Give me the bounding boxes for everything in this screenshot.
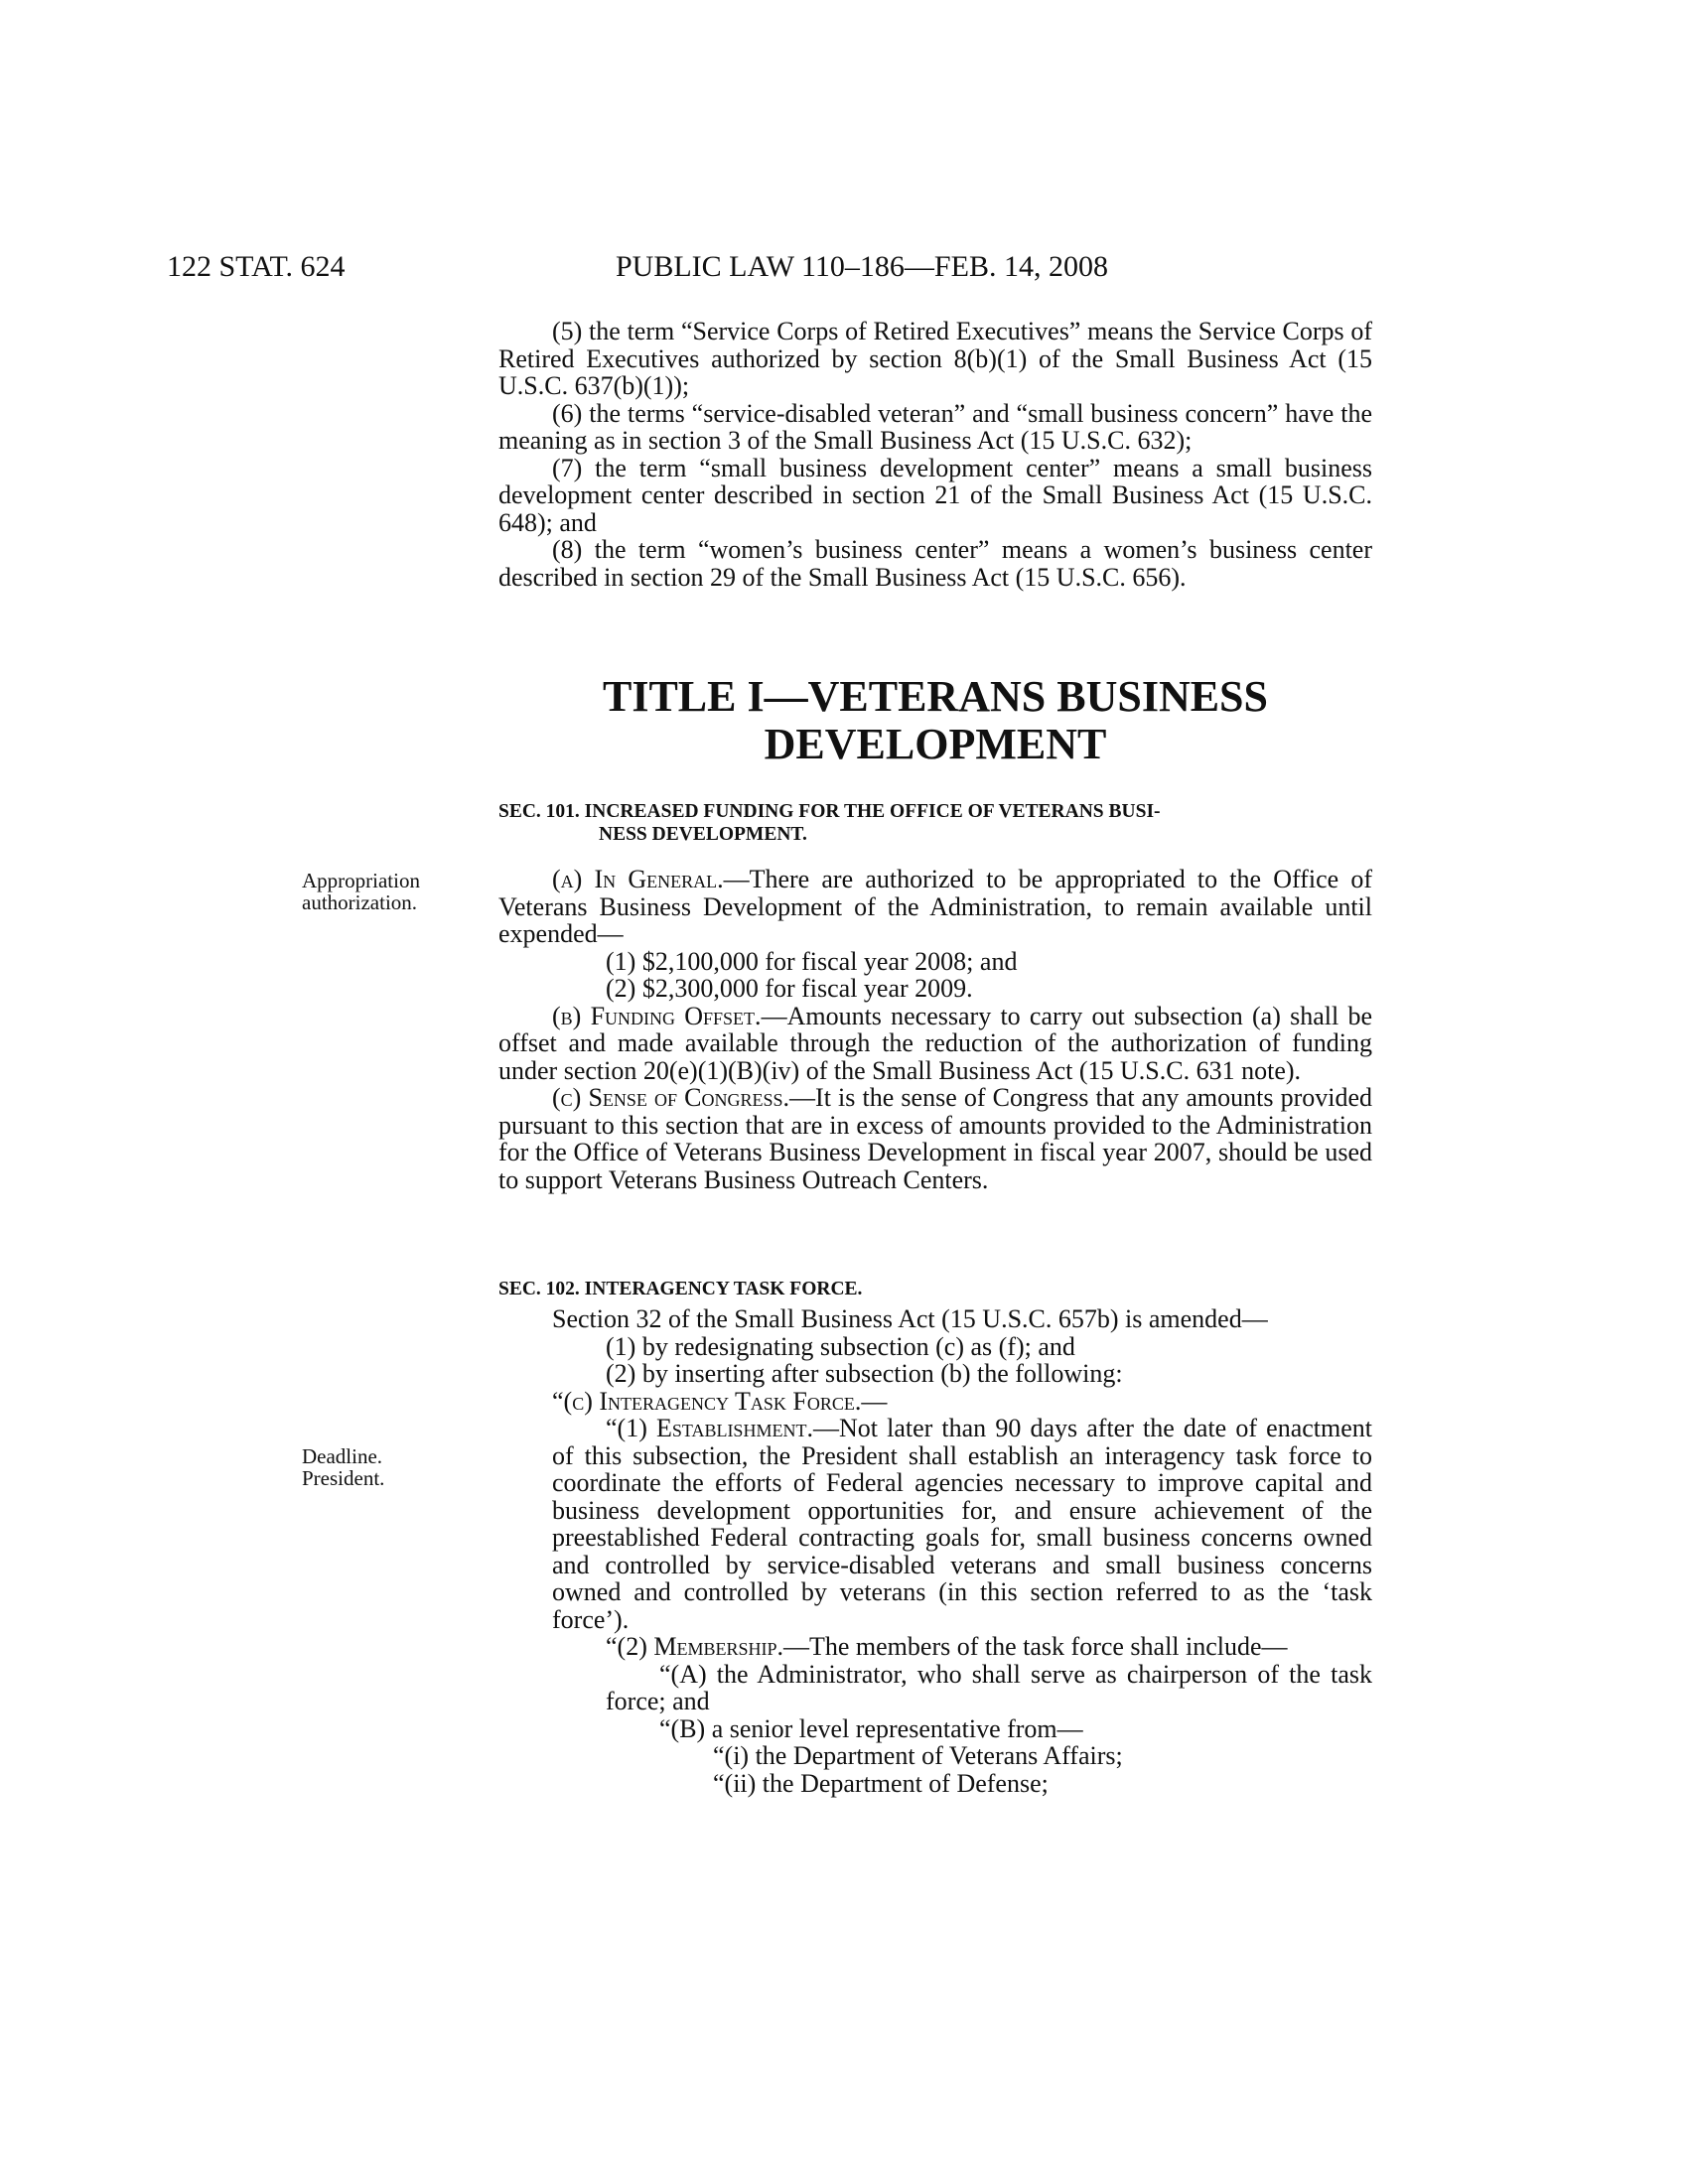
subsection-c-label: (c) Sense of Congress. (552, 1083, 790, 1112)
margin-note-appropriation: Appropriation authorization. (302, 869, 420, 914)
subsection-c-text: —It is the sense of Congress that any amounts provided pursuant to this section that are in excess of amounts provided to the Administration for the Office of Veterans Business Development in fiscal year 2007, should be used to support Veterans Business Outreach Centers. (498, 1083, 1372, 1194)
page-reference: 122 STAT. 624 (167, 250, 346, 283)
subsection-c-heading: “(c) Interagency Task Force.— (552, 1386, 888, 1416)
sec-102-item-2: (2) by inserting after subsection (b) the following: (606, 1359, 1123, 1388)
paragraph-establishment (498, 1415, 1372, 1633)
title-line-1: TITLE I—VETERANS BUSINESS (602, 672, 1269, 721)
establishment-text: —Not later than 90 days after the date of enactment of this subsection, the President shall establish an interagency task force to coordinate the efforts of Federal agencies necessary to improve capital and business development opportunities for, and ensure achievement of the preestablished Federal contracting goals for, small business concerns owned and controlled by service-disabled veterans and small business concerns owned and controlled by veterans (in this section referred to as the ‘task force’). (552, 1414, 1372, 1634)
definition-7: (7) the term “small business development center” means a small business development center described in section 21 of the Small Business Act (15 U.S.C. 648); and (498, 453, 1372, 537)
subsection-a-label: (a) In General. (552, 865, 724, 893)
margin-note-deadline: Deadline. President. (302, 1444, 385, 1490)
subsection-b (498, 1003, 1372, 1085)
title-heading (498, 673, 1372, 768)
sec-102-intro: Section 32 of the Small Business Act (15 U.S.C. 657b) is amended— (552, 1304, 1268, 1333)
sec-101-body (498, 866, 1372, 1193)
subsection-a-text: —There are authorized to be appropriated to the Office of Veterans Business Development of the Administration, to remain available until expended— (498, 865, 1372, 948)
definitions-block (498, 318, 1372, 591)
membership-text: —The members of the task force shall include— (783, 1632, 1288, 1661)
definition-6: (6) the terms “service-disabled veteran” and “small business concern” have the meaning as in section 3 of the Small Business Act (15 U.S.C. 632); (498, 398, 1372, 455)
sec-101-heading (498, 800, 1372, 846)
definition-8: (8) the term “women’s business center” means a women’s business center described in section 29 of the Small Business Act (15 U.S.C. 656). (498, 535, 1372, 592)
membership-A: “(A) the Administrator, who shall serve as chairperson of the task force; and (606, 1659, 1372, 1715)
sec-101-heading-line-2: NESS DEVELOPMENT. (599, 824, 807, 845)
subsection-b-text: —Amounts necessary to carry out subsection (a) shall be offset and made available through the reduction of the authorization of funding under section 20(e)(1)(B)(iv) of the Small Business Act (15 U.S.C. 631 note). (498, 1001, 1372, 1085)
establishment-label: “(1) Establishment. (606, 1414, 813, 1442)
sec-102-heading: SEC. 102. INTERAGENCY TASK FORCE. (498, 1279, 863, 1299)
membership-label: “(2) Membership. (606, 1632, 783, 1661)
sec-102-body (498, 1305, 1372, 1797)
subsection-c (498, 1084, 1372, 1193)
membership-B-ii: “(ii) the Department of Defense; (713, 1768, 1049, 1798)
title-line-2: DEVELOPMENT (764, 720, 1107, 768)
subsection-a-2: (2) $2,300,000 for fiscal year 2009. (606, 974, 973, 1003)
running-title: PUBLIC LAW 110–186—FEB. 14, 2008 (616, 250, 1108, 283)
paragraph-membership (498, 1633, 1372, 1661)
membership-B-i: “(i) the Department of Veterans Affairs; (713, 1741, 1123, 1770)
sec-102-item-1: (1) by redesignating subsection (c) as (f); and (606, 1331, 1075, 1361)
subsection-a (498, 866, 1372, 948)
sec-101-heading-line-1: SEC. 101. INCREASED FUNDING FOR THE OFFICE OF VETERANS BUSI- (498, 801, 1161, 822)
subsection-b-label: (b) Funding Offset. (552, 1001, 762, 1030)
subsection-a-1: (1) $2,100,000 for fiscal year 2008; and (606, 946, 1018, 976)
definition-5: (5) the term “Service Corps of Retired Executives” means the Service Corps of Retired Executives authorized by section 8(b)(1) of the Small Business Act (15 U.S.C. 637(b)(1)); (498, 317, 1372, 400)
membership-B: “(B) a senior level representative from— (659, 1713, 1083, 1743)
